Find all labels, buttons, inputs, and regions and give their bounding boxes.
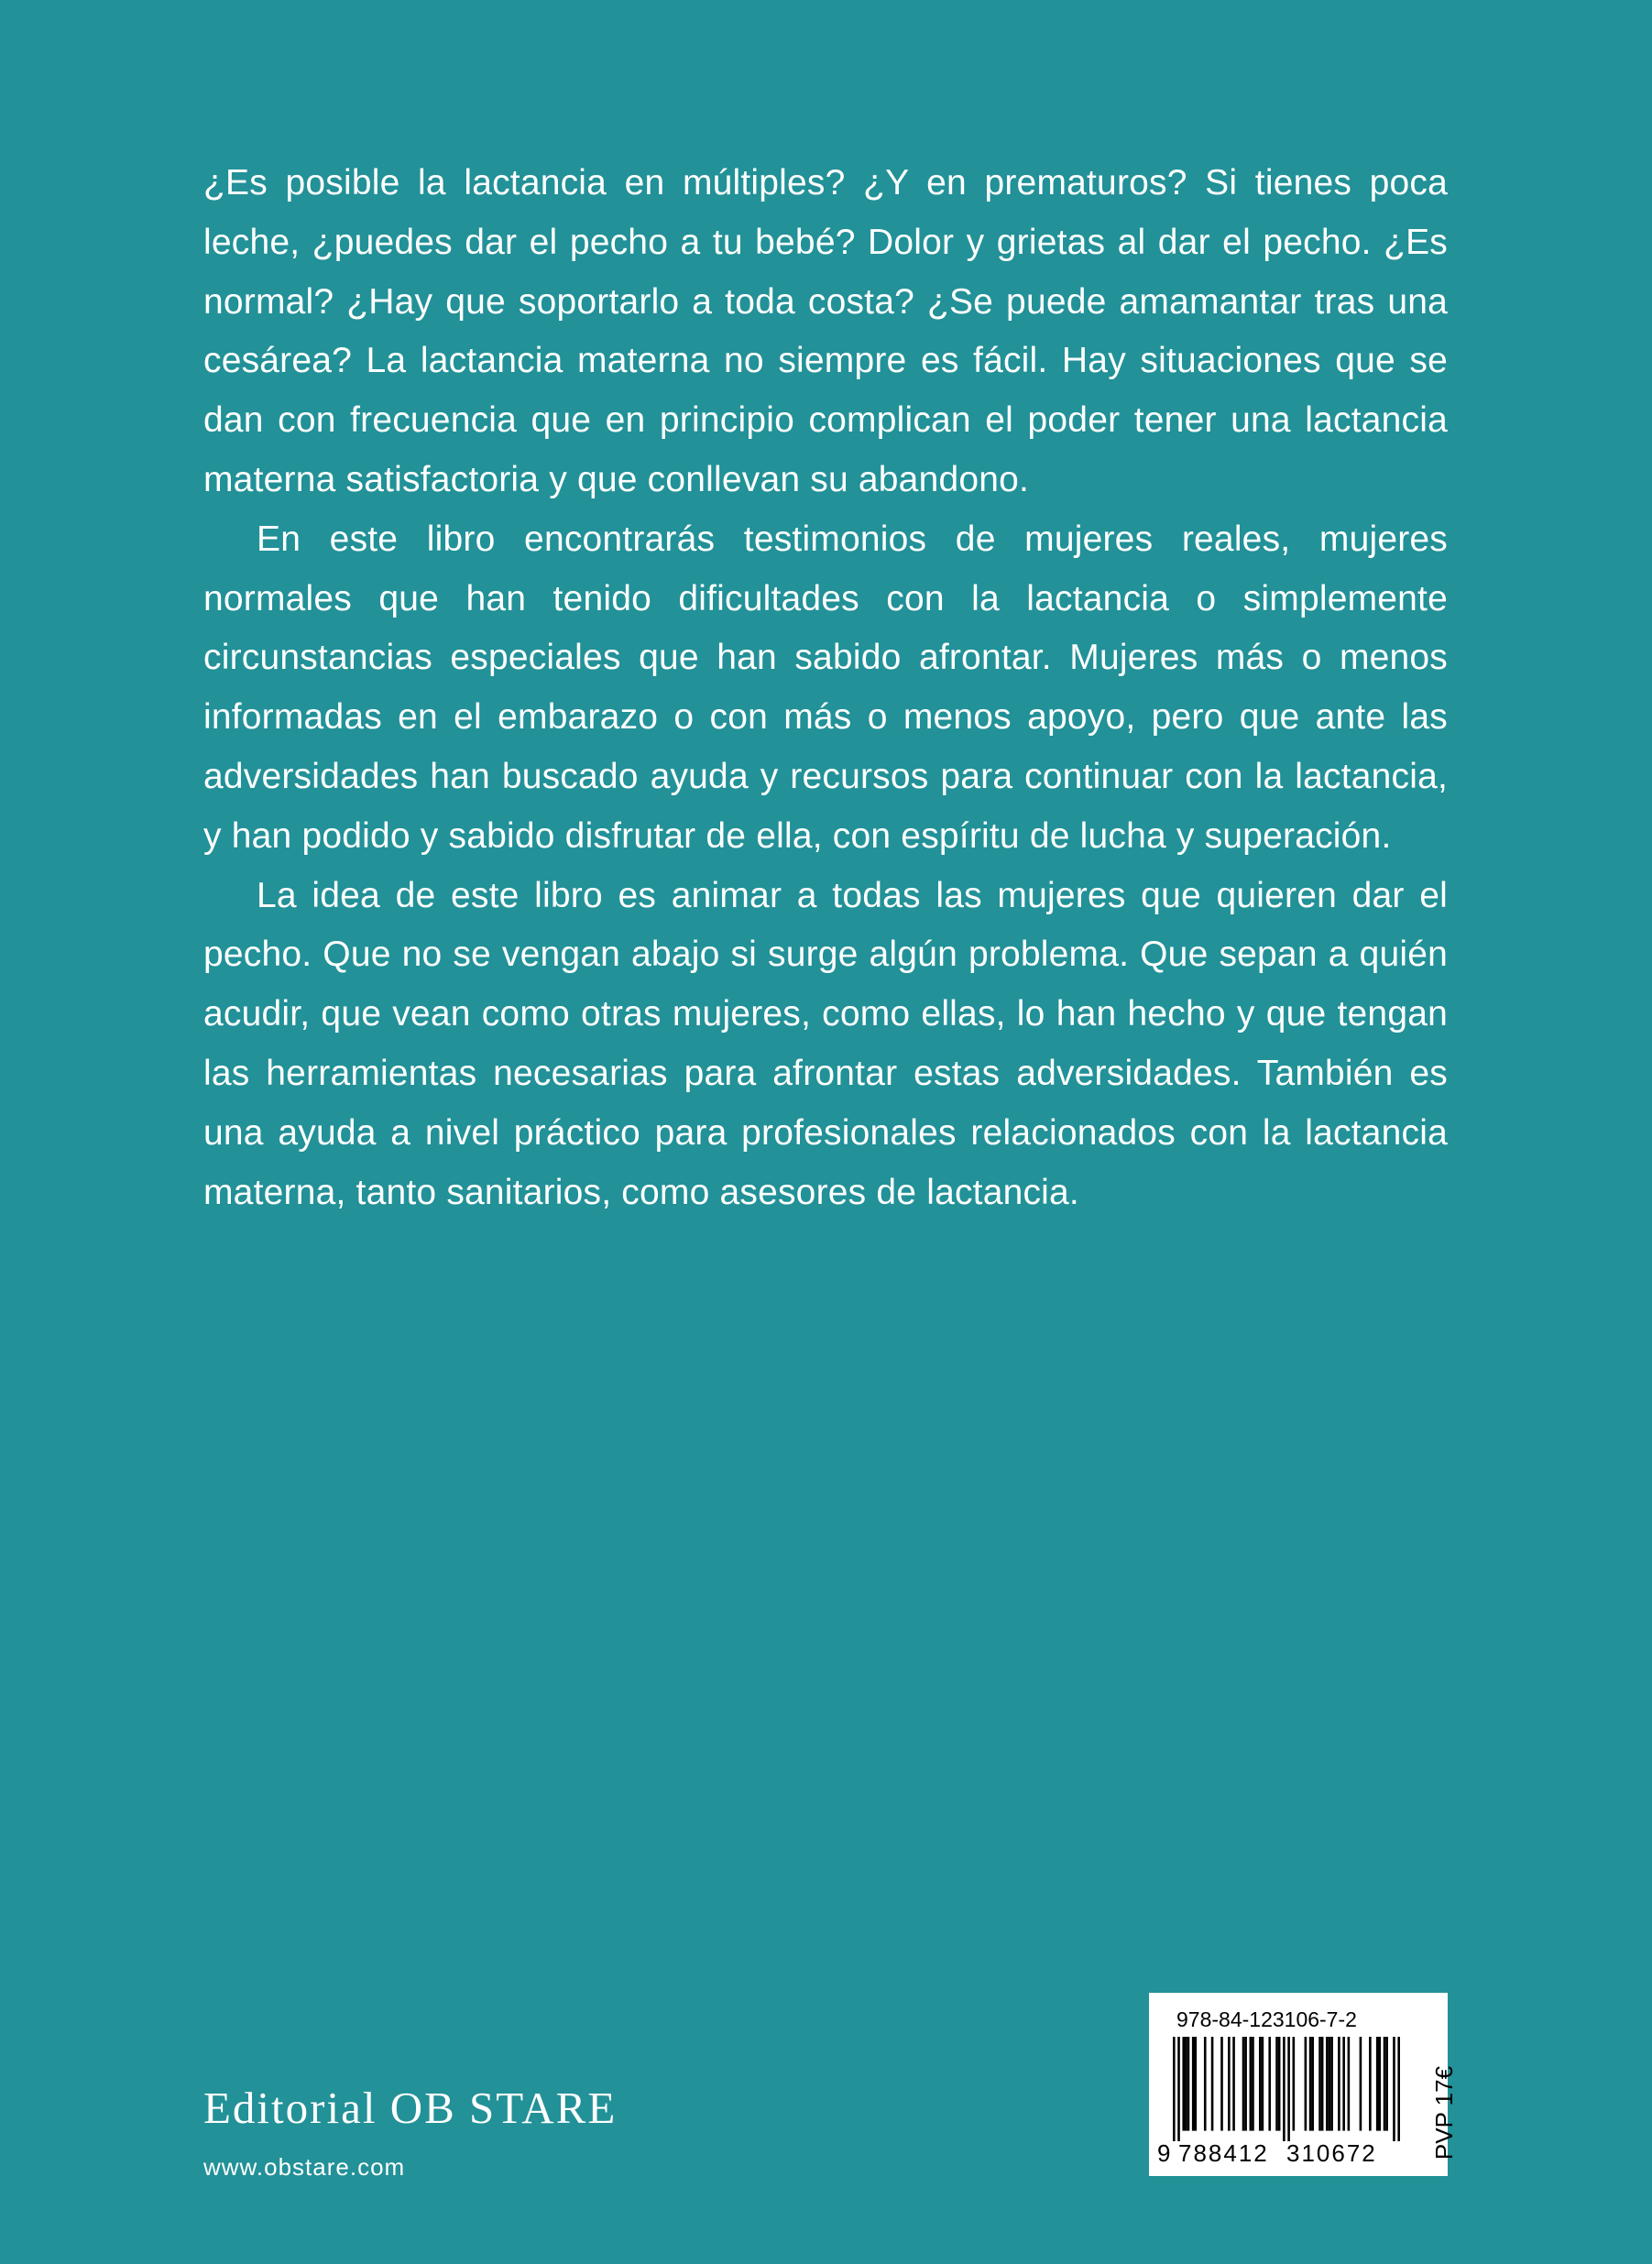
barcode-bar	[1252, 2037, 1254, 2131]
isbn-barcode	[1149, 1993, 1458, 2176]
barcode-bar	[1376, 2037, 1379, 2131]
barcode-bar	[1318, 2037, 1321, 2131]
blurb-text	[203, 154, 1448, 1222]
barcode-bar	[1194, 2037, 1197, 2131]
barcode-bar	[1211, 2037, 1214, 2131]
barcode-bar	[1397, 2037, 1400, 2141]
barcode-bar	[1278, 2037, 1281, 2131]
blurb-paragraph-2: En este libro encontrarás testimonios de mujeres reales, mujeres normales que han tenido dificultades con la lactancia o simplemente circunstancias especiales que han sabido afrontar. Mujeres más o menos informadas en el embarazo o con más o menos apoyo, pero que ante las adversidades han buscado ayuda y recursos para continuar con la lactancia, y han podido y sabido disfrutar de ella, con espíritu de lucha y superación.	[203, 519, 1448, 856]
barcode-bar	[1185, 2037, 1187, 2131]
barcode-bar	[1369, 2037, 1372, 2131]
barcode-bar	[1204, 2037, 1207, 2131]
barcode-bar	[1330, 2037, 1333, 2131]
barcode-bar	[1342, 2037, 1345, 2131]
barcode-bar	[1305, 2037, 1307, 2131]
barcode-bar	[1348, 2037, 1351, 2131]
barcode-bar	[1187, 2037, 1190, 2131]
barcode-bar	[1393, 2037, 1395, 2141]
barcode-bar	[1173, 2037, 1176, 2141]
barcode-bar	[1182, 2037, 1185, 2131]
barcode-bars	[1173, 2037, 1400, 2141]
barcode-bar	[1220, 2037, 1223, 2131]
barcode-bar	[1268, 2037, 1271, 2131]
barcode-bar	[1360, 2037, 1362, 2131]
publisher-name: Editorial OB STARE	[203, 2083, 618, 2133]
isbn-number: 978-84-123106-7-2	[1176, 2007, 1357, 2031]
barcode-bar	[1309, 2037, 1312, 2131]
barcode-bar	[1311, 2037, 1314, 2131]
barcode-bar	[1259, 2037, 1262, 2131]
barcode-bar	[1385, 2037, 1388, 2131]
barcode-bar	[1262, 2037, 1264, 2131]
barcode-bar	[1338, 2037, 1340, 2131]
barcode-bar	[1232, 2037, 1235, 2131]
barcode-bar	[1228, 2037, 1231, 2131]
ean-left-digits: 788412	[1178, 2139, 1269, 2167]
ean-first-digit: 9	[1157, 2139, 1171, 2167]
barcode-bar	[1192, 2037, 1195, 2131]
barcode-bar	[1275, 2037, 1278, 2131]
barcode-bar	[1326, 2037, 1329, 2131]
barcode-bar	[1250, 2037, 1253, 2131]
blurb-paragraph-1: ¿Es posible la lactancia en múltiples? ¿Y en prematuros? Si tienes poca leche, ¿puedes dar el pecho a tu bebé? Dolor y grietas al dar el pecho. ¿Es normal? ¿Hay que soportarlo a toda costa? ¿Se puede amamantar tras una cesárea? La lactancia materna no siempre es fácil. Hay situaciones que se dan con frecuencia que en principio complican el poder tener una lactancia materna satisfactoria y que conllevan su abandono.	[203, 163, 1448, 499]
barcode-bar	[1293, 2037, 1296, 2131]
barcode-bar	[1283, 2037, 1285, 2141]
barcode-bar	[1242, 2037, 1245, 2131]
barcode-bar	[1287, 2037, 1290, 2141]
barcode-bar	[1379, 2037, 1382, 2131]
ean-right-digits: 310672	[1286, 2139, 1377, 2167]
publisher-website: www.obstare.com	[203, 2153, 406, 2181]
barcode-bar	[1384, 2037, 1386, 2131]
barcode-bar	[1329, 2037, 1331, 2131]
barcode-bar	[1177, 2037, 1180, 2141]
barcode-bar	[1321, 2037, 1324, 2131]
price-label: PVP 17€	[1430, 2065, 1458, 2160]
barcode-bar	[1244, 2037, 1247, 2131]
blurb-paragraph-3: La idea de este libro es animar a todas las mujeres que quieren dar el pecho. Que no se vengan abajo si surge algún problema. Que sepan a quién acudir, que vean como otras mujeres, como ellas, lo han hecho y que tengan las herramientas necesarias para afrontar estas adversidades. También es una ayuda a nivel práctico para profesionales relacionados con la lactancia materna, tanto sanitarios, como asesores de lactancia.	[203, 875, 1448, 1212]
